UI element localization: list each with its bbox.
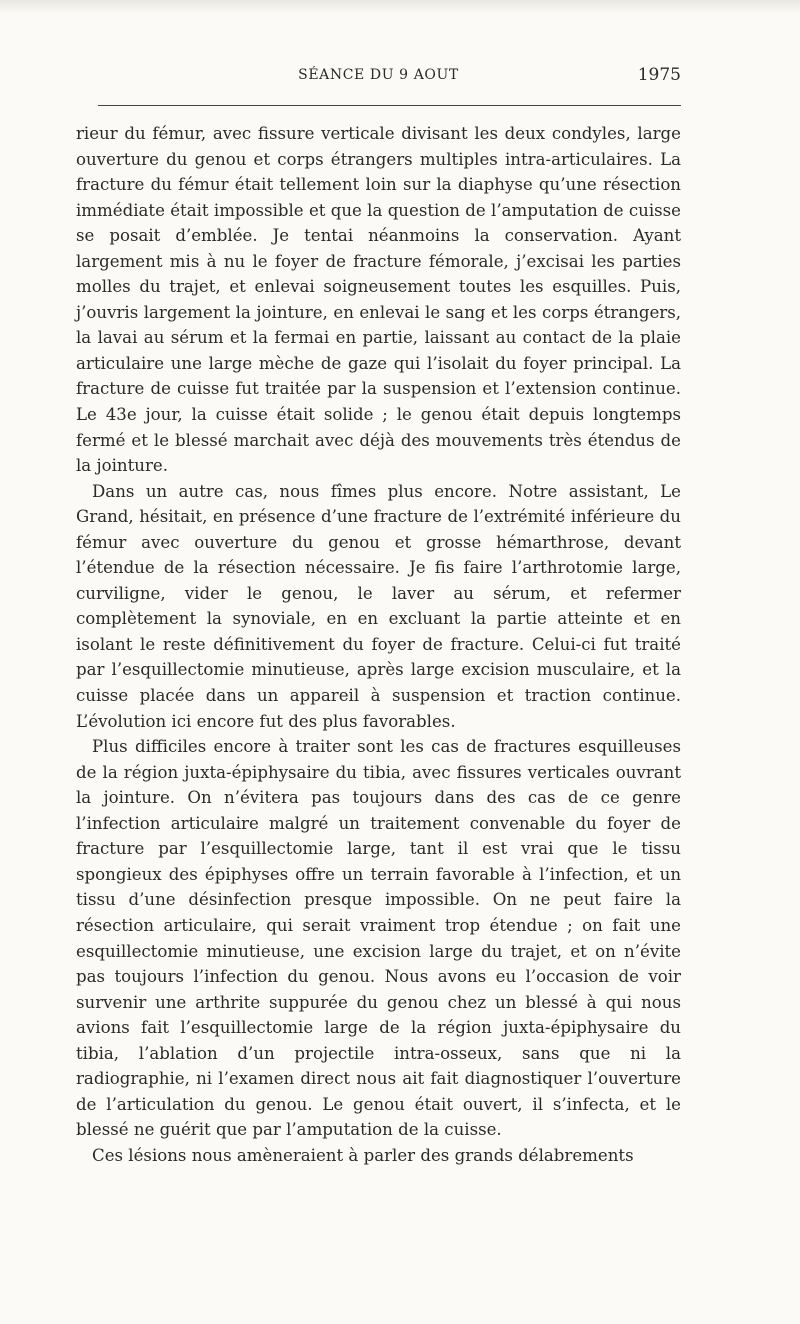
body-text	[76, 121, 681, 1168]
paragraph: Plus difficiles encore à traiter sont les cas de fractures esquilleuses de la région juxta-épiphysaire du tibia, avec fissures verticales ouvrant la jointure. On n’évitera pas toujours dans des cas de ce genre l’infection articulaire malgré un traitement convenable du foyer de fracture par l’esquillectomie large, tant il est vrai que le tissu spongieux des épiphyses offre un terrain favorable à l’infection, et un tissu d’une désinfection presque impossible. On ne peut faire la résection articulaire, qui serait vraiment trop étendue ; on fait une esquillectomie minutieuse, une excision large du trajet, et on n’évite pas toujours l’infection du genou. Nous avons eu l’occasion de voir survenir une arthrite suppurée du genou chez un blessé à qui nous avions fait l’esquillectomie large de la région juxta-épiphysaire du tibia, l’ablation d’un projectile intra-osseux, sans que ni la radiographie, ni l’examen direct nous ait fait diagnostiquer l’ouverture de l’articulation du genou. Le genou était ouvert, il s’infecta, et le blessé ne guérit que par l’amputation de la cuisse.	[76, 737, 681, 1140]
paragraph: Dans un autre cas, nous fîmes plus encore. Notre assistant, Le Grand, hésitait, en présence d’une fracture de l’extrémité inférieure du fémur avec ouverture du genou et grosse hémarthrose, devant l’étendue de la résection nécessaire. Je fis faire l’arthrotomie large, curviligne, vider le genou, le laver au sérum, et refermer complètement la synoviale, en en excluant la partie atteinte et en isolant le reste définitivement du foyer de fracture. Celui-ci fut traité par l’esquillectomie minutieuse, après large excision musculaire, et la cuisse placée dans un appareil à suspension et traction continue. L’évolution ici encore fut des plus favorables.	[76, 481, 681, 731]
paragraph-continued: rieur du fémur, avec fissure verticale divisant les deux condyles, large ouverture du genou et corps étrangers multiples intra-articulaires. La fracture du fémur était tellement loin sur la diaphyse qu’une résection immédiate était impossible et que la question de l’amputation de cuisse se posait d’emblée. Je tentai néanmoins la conservation. Ayant largement mis à nu le foyer de fracture fémorale, j’excisai les parties molles du trajet, et enlevai soigneusement toutes les esquilles. Puis, j’ouvris largement la jointure, en enlevai le sang et les corps étrangers, la lavai au sérum et la fermai en partie, laissant au contact de la plaie articulaire une large mèche de gaze qui l’isolait du foyer principal. La fracture de cuisse fut traitée par la suspension et l’extension continue. Le 43e jour, la cuisse était solide ; le genou était depuis longtemps fermé et le blessé marchait avec déjà des mouvements très étendus de la jointure.	[76, 124, 681, 476]
running-head	[76, 63, 681, 87]
paragraph: Ces lésions nous amèneraient à parler des grands délabrements	[92, 1145, 634, 1165]
running-title: SÉANCE DU 9 AOUT	[298, 67, 459, 83]
header-rule	[98, 105, 681, 106]
page-top-edge	[0, 0, 800, 14]
page-number: 1975	[637, 65, 681, 85]
